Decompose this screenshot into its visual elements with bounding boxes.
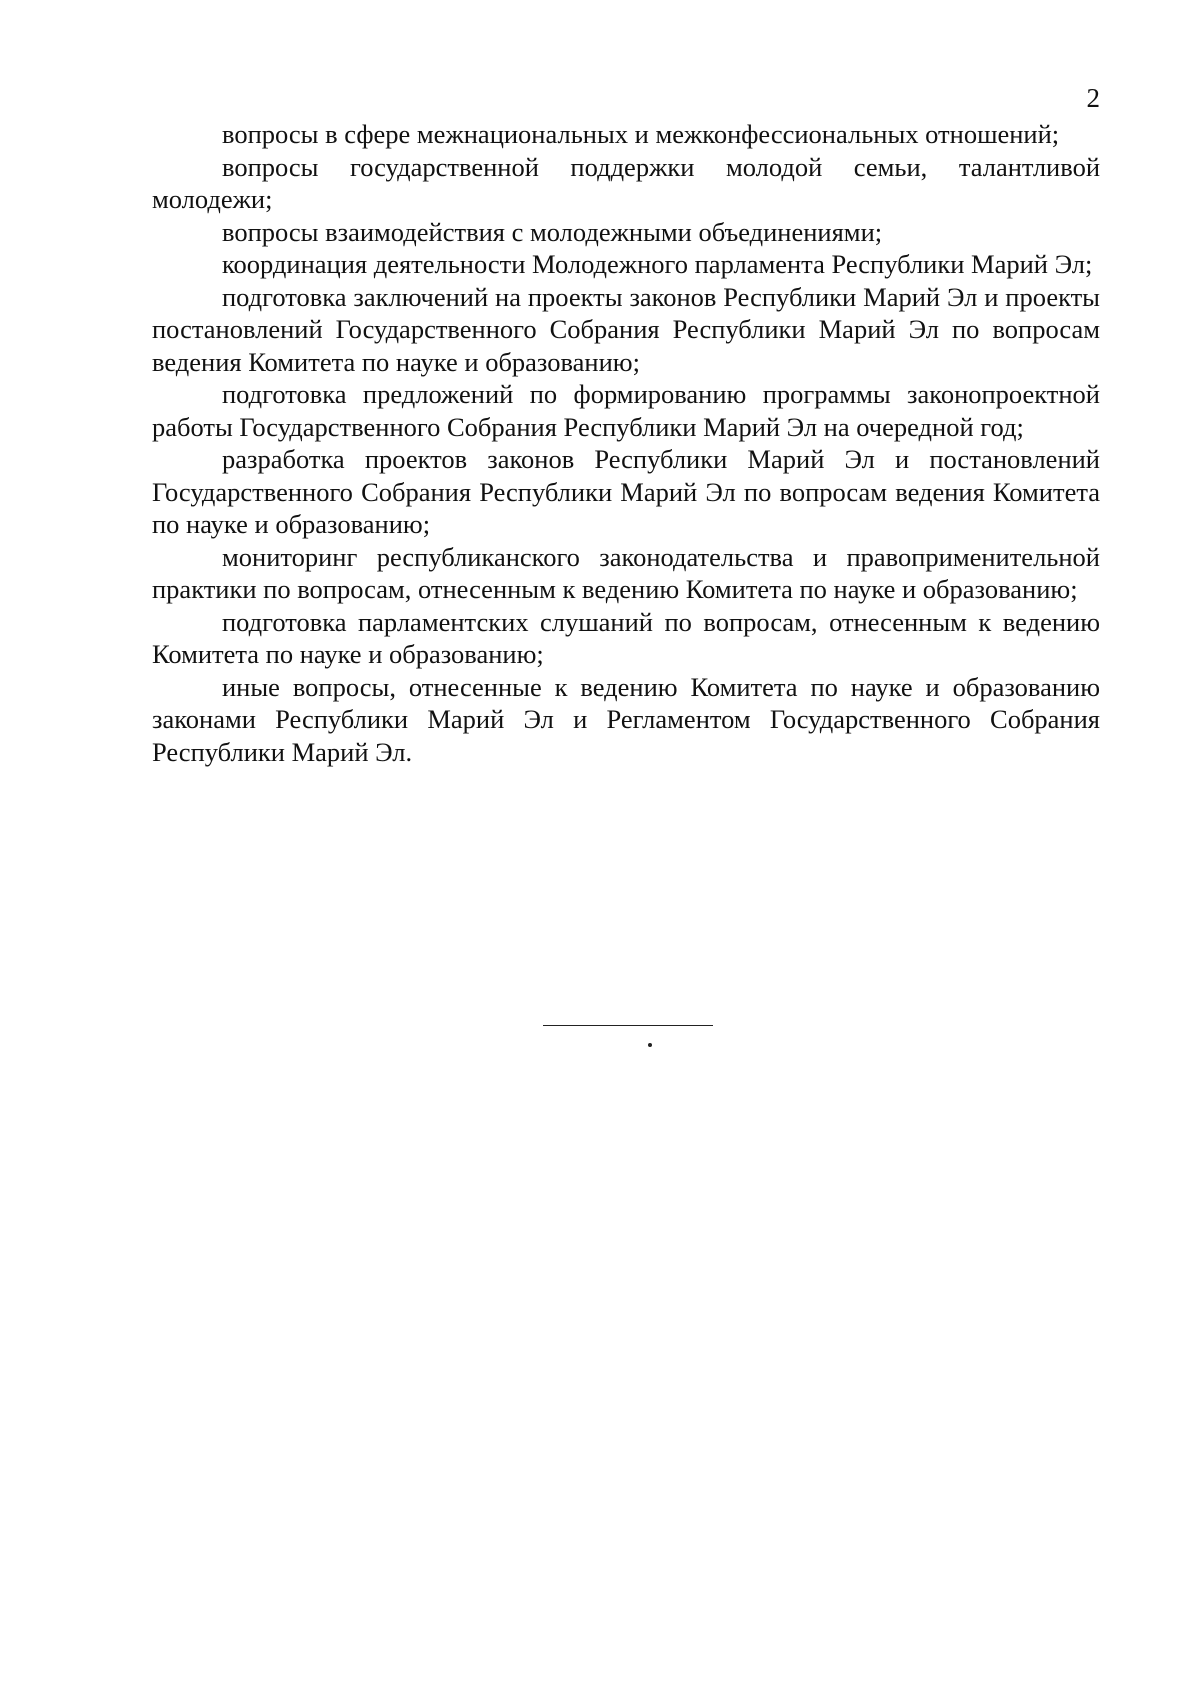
paragraph-youth-parliament: координация деятельности Молодежного парламента Республики Марий Эл; (222, 249, 1093, 279)
paragraph-youth-associations: вопросы взаимодействия с молодежными объединениями; (222, 216, 883, 247)
paragraph-program-proposals: подготовка предложений по формированию программы законопроектной работы Государственного Собрания Республики Марий Эл на очередной год; (152, 379, 1100, 442)
paragraph-other-issues: иные вопросы, отнесенные к ведению Комитета по науке и образованию законами Республики Марий Эл и Регламентом Государственного Собрания Республики Марий Эл. (152, 671, 1100, 767)
paragraph-hearings: подготовка парламентских слушаний по вопросам, отнесенным к ведению Комитета по науке и образованию; (152, 606, 1100, 669)
paragraph-conclusions: подготовка заключений на проекты законов Республики Марий Эл и проекты постановлений Государственного Собрания Республики Марий Эл по вопросам ведения Комитета по науке и образованию; (152, 281, 1100, 377)
paragraph-interethnic: вопросы в сфере межнациональных и межконфессиональных отношений; (222, 119, 1060, 149)
paragraph-youth-support: вопросы государственной поддержки молодой семьи, талантливой молодежи; (152, 151, 1100, 214)
paragraph-draft-laws: разработка проектов законов Республики Марий Эл и постановлений Государственного Собрания Республики Марий Эл по вопросам ведения Комитета по науке и образованию; (152, 444, 1100, 539)
end-divider (543, 1025, 713, 1026)
end-dot-mark (648, 1043, 652, 1047)
paragraph-monitoring: мониторинг республиканского законодательства и правоприменительной практики по вопросам, отнесенным к ведению Комитета по науке и образованию; (152, 541, 1100, 604)
page-number: 2 (1086, 83, 1100, 113)
document-body (152, 118, 1100, 768)
